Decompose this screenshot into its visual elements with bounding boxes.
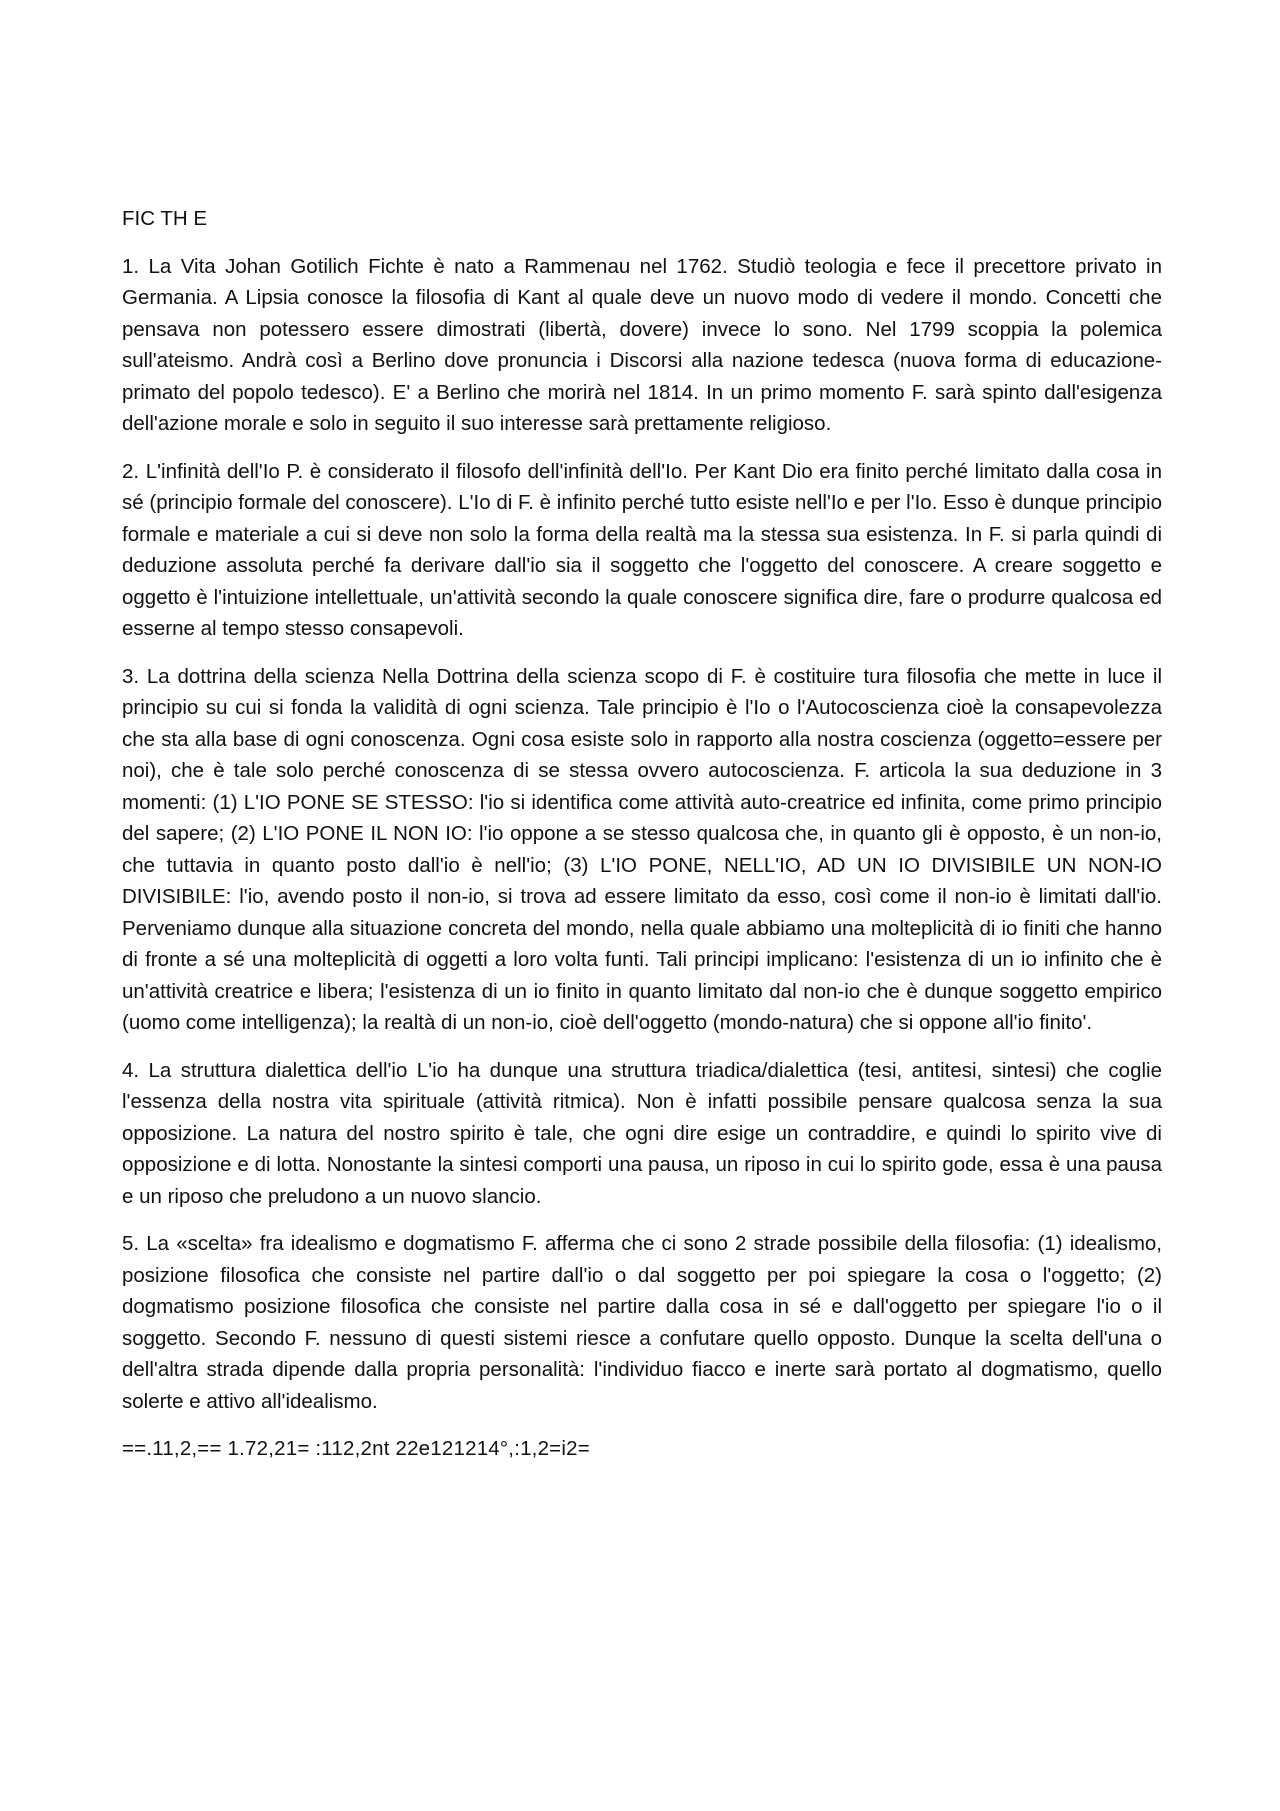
- paragraph-doctrine-of-science: 3. La dottrina della scienza Nella Dottrina della scienza scopo di F. è costituire tura filosofia che mette in luce il principio su cui si fonda la validità di ogni scienza. Tale principio è l'Io o l'Autocoscienza cioè la consapevolezza che sta alla base di ogni conoscenza. Ogni cosa esiste solo in rapporto alla nostra coscienza (oggetto=essere per noi), che è tale solo perché conoscenza di se stessa ovvero autocoscienza. F. articola la sua deduzione in 3 momenti: (1) L'IO PONE SE STESSO: l'io si identifica come attività auto-creatrice ed infinita, come primo principio del sapere; (2) L'IO PONE IL NON IO: l'io oppone a se stesso qualcosa che, in quanto gli è opposto, è un non-io, che tuttavia in quanto posto dall'io è nell'io; (3) L'IO PONE, NELL'IO, AD UN IO DIVISIBILE UN NON-IO DIVISIBILE: l'io, avendo posto il non-io, si trova ad essere limitato da esso, così come il non-io è limitati dall'io. Perveniamo dunque alla situazione concreta del mondo, nella quale abbiamo una molteplicità di io finiti che hanno di fronte a sé una molteplicità di oggetti a loro volta funti. Tali principi implicano: l'esistenza di un io infinito che è un'attività creatrice e libera; l'esistenza di un io finito in quanto limitato dal non-io che è dunque soggetto empirico (uomo come intelligenza); la realtà di un non-io, cioè dell'oggetto (mondo-natura) che si oppone all'io finito'.: [122, 664, 1162, 1034]
- paragraph-infinity-of-ego: 2. L'infinità dell'Io P. è considerato il filosofo dell'infinità dell'Io. Per Kant Dio era finito perché limitato dalla cosa in sé (principio formale del conoscere). L'Io di F. è infinito perché tutto esiste nell'Io e per l'Io. Esso è dunque principio formale e materiale a cui si deve non solo la forma della realtà ma la stessa sua esistenza. In F. si parla quindi di deduzione assoluta perché fa derivare dall'io sia il soggetto che l'oggetto del conoscere. A creare soggetto e oggetto è l'intuizione intellettuale, un'attività secondo la quale conoscere significa dire, fare o produrre qualcosa ed esserne al tempo stesso consapevoli.: [122, 459, 1162, 640]
- document-title: FIC TH E: [122, 207, 208, 230]
- paragraph-idealism-dogmatism: 5. La «scelta» fra idealismo e dogmatismo F. afferma che ci sono 2 strade possibile della filosofia: (1) idealismo, posizione filosofica che consiste nel partire dall'io o dal soggetto per poi spiegare la cosa o l'oggetto; (2) dogmatismo posizione filosofica che consiste nel partire dalla cosa in sé e dall'oggetto per spiegare l'io o il soggetto. Secondo F. nessuno di questi sistemi riesce a confutare quello opposto. Dunque la scelta dell'una o dell'altra strada dipende dalla propria personalità: l'individuo fiacco e inerte sarà portato al dogmatismo, quello solerte e attivo all'idealismo.: [122, 1232, 1162, 1413]
- paragraph-garbled-line: ==.11,2,== 1.72,21= :112,2nt 22e121214°,:1,2=i2=: [122, 1437, 590, 1460]
- paragraph-life: 1. La Vita Johan Gotilich Fichte è nato a Rammenau nel 1762. Studiò teologia e fece il precettore privato in Germania. A Lipsia conosce la filosofia di Kant al quale deve un nuovo modo di vedere il mondo. Concetti che pensava non potessero essere dimostrati (libertà, dovere) invece lo sono. Nel 1799 scoppia la polemica sull'ateismo. Andrà così a Berlino dove pronuncia i Discorsi alla nazione tedesca (nuova forma di educazione-primato del popolo tedesco). E' a Berlino che morirà nel 1814. In un primo momento F. sarà spinto dall'esigenza dell'azione morale e solo in seguito il suo interesse sarà prettamente religioso.: [122, 254, 1162, 435]
- document-page: [122, 203, 1162, 1481]
- paragraph-dialectical-structure: 4. La struttura dialettica dell'io L'io ha dunque una struttura triadica/dialettica (tesi, antitesi, sintesi) che coglie l'essenza della nostra vita spirituale (attività ritmica). Non è infatti possibile pensare qualcosa senza la sua opposizione. La natura del nostro spirito è tale, che ogni dire esige un contraddire, e quindi lo spirito vive di opposizione e di lotta. Nonostante la sintesi comporti una pausa, un riposo in cui lo spirito gode, essa è una pausa e un riposo che preludono a un nuovo slancio.: [122, 1058, 1162, 1208]
